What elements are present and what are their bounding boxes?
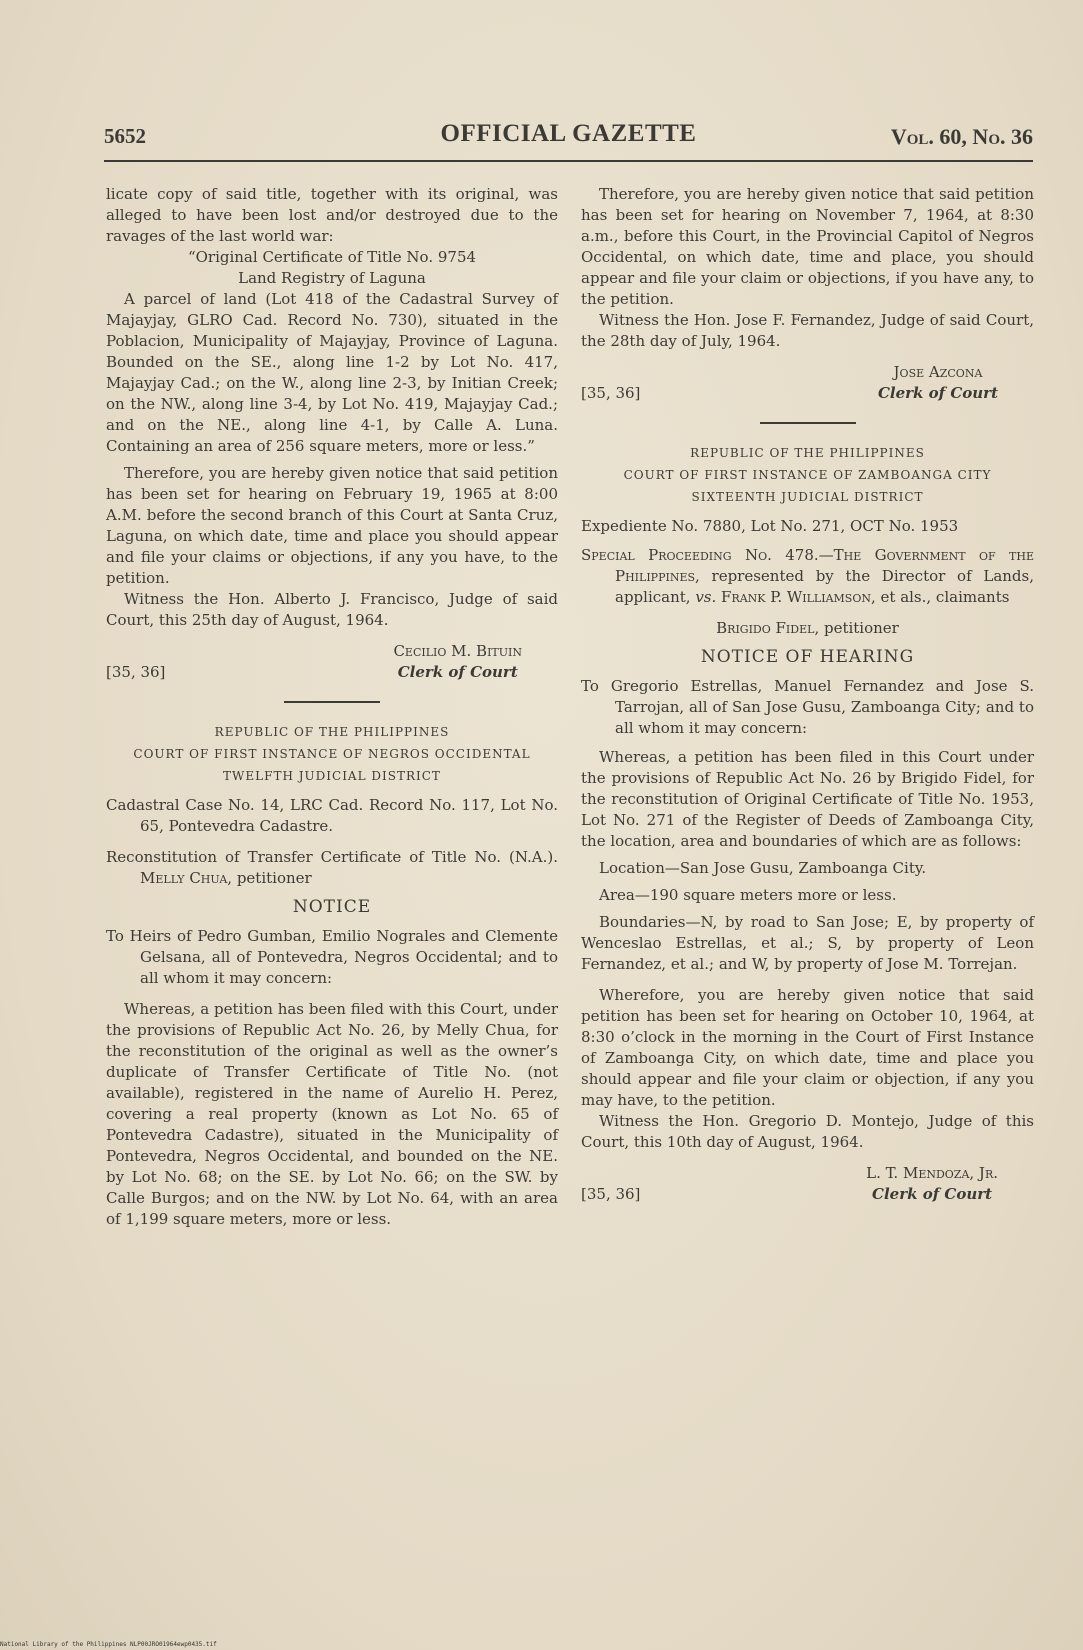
page-header <box>104 120 1033 158</box>
issue-reference: [35, 36] <box>581 384 641 402</box>
signature-block <box>581 362 1034 404</box>
expediente-line: Expediente No. 7880, Lot No. 271, OCT No. 1953 <box>581 517 959 535</box>
signatory <box>393 641 558 683</box>
petitioner-line <box>581 618 1034 639</box>
special-proceeding <box>581 545 1034 608</box>
proceeding-text: , represented by the Director of Lands, applicant, <box>615 567 1034 606</box>
issue-reference: [35, 36] <box>106 663 166 681</box>
section-divider <box>284 701 380 703</box>
paragraph: Wherefore, you are hereby given notice that said petition has been set for hearing on October 10, 1964, at 8:30 o’clock in the morning in the Court of First Instance of Zamboanga City, on which date, time and place you should appear and file your claim or objection, if any you may have, to the petition. <box>581 986 1034 1109</box>
case-reference: Cadastral Case No. 14, LRC Cad. Record No. 117, Lot No. 65, Pontevedra Cadastre. <box>106 796 558 835</box>
petitioner-role: , petitioner <box>814 619 899 637</box>
court-heading: REPUBLIC OF THE PHILIPPINES <box>690 446 925 460</box>
court-heading: TWELFTH JUDICIAL DISTRICT <box>223 769 441 783</box>
proceeding-text-end: , et als., claimants <box>870 588 1010 606</box>
scan-footer: National Library of the Philippines NLP00JRO01964ewp0435.tif <box>0 1641 217 1648</box>
signatory-title: Clerk of Court <box>872 1185 993 1203</box>
court-heading: SIXTEENTH JUDICIAL DISTRICT <box>691 490 924 504</box>
paragraph: Whereas, a petition has been filed in this Court under the provisions of Republic Act No. 26 by Brigido Fidel, for the reconstitution of Original Certificate of Title No. 1953, Lot No. 271 of the Register of Deeds of Zamboanga City, the location, area and boundaries of which are as follows: <box>581 748 1034 850</box>
court-heading: REPUBLIC OF THE PHILIPPINES <box>214 725 450 739</box>
claimant-name: Frank P. Williamson <box>716 588 871 606</box>
certificate-title: “Original Certificate of Title No. 9754 <box>187 248 477 266</box>
signatory <box>866 1163 1034 1205</box>
boundaries-line: Boundaries—N, by road to San Jose; E, by property of Wenceslao Estrellas, et al.; S, by property of Leon Fernandez, et al.; and W, by property of Jose M. Torrejan. <box>581 913 1034 973</box>
signatory-title: Clerk of Court <box>397 663 518 681</box>
signatory <box>878 362 1034 404</box>
notice-heading: NOTICE OF HEARING <box>700 647 915 667</box>
paragraph: licate copy of said title, together with its original, was alleged to have been lost and/or destroyed due to the ravages of the last world war: <box>106 185 558 245</box>
court-heading: COURT OF FIRST INSTANCE OF NEGROS OCCIDENTAL <box>133 747 531 761</box>
right-column <box>581 184 1034 1205</box>
signatory-name: Cecilio M. Bituin <box>393 642 522 660</box>
petitioner-name: Brigido Fidel <box>716 619 815 637</box>
publication-title: OFFICIAL GAZETTE <box>440 120 697 147</box>
paragraph: Therefore, you are hereby given notice that said petition has been set for hearing on November 7, 1964, at 8:30 a.m., before this Court, in the Provincial Capitol of Negros Occidental, on which date, time and place, you should appear and file your claim or objections, if you have any, to the petition. <box>581 185 1034 308</box>
left-column <box>106 184 558 1230</box>
applicant-name: The Government of the Philippines <box>615 546 1035 585</box>
court-heading: COURT OF FIRST INSTANCE OF ZAMBOANGA CITY <box>623 468 992 482</box>
notice-addressees: To Heirs of Pedro Gumban, Emilio Nograles and Clemente Gelsana, all of Pontevedra, Negros Occidental; and to all whom it may concern: <box>106 927 558 987</box>
signatory-title: Clerk of Court <box>877 384 998 402</box>
header-rule <box>104 160 1033 162</box>
reconstitution-text: Reconstitution of Transfer Certificate of Title No. (N.A.). <box>106 848 558 866</box>
area-line: Area—190 square meters more or less. <box>599 886 897 904</box>
signatory-name: Jose Azcona <box>893 363 983 381</box>
paragraph: Witness the Hon. Gregorio D. Montejo, Judge of this Court, this 10th day of August, 1964. <box>581 1112 1034 1151</box>
reconstitution-line <box>106 847 558 889</box>
proceeding-number: Special Proceeding No. 478.— <box>581 546 834 564</box>
paragraph: Witness the Hon. Alberto J. Francisco, Judge of said Court, this 25th day of August, 1964. <box>106 590 558 629</box>
land-registry: Land Registry of Laguna <box>238 269 426 287</box>
page-number: 5652 <box>104 124 146 148</box>
signatory-name: L. T. Mendoza, Jr. <box>866 1164 998 1182</box>
paragraph: Whereas, a petition has been filed with this Court, under the provisions of Republic Act No. 26, by Melly Chua, for the reconstitution of the original as well as the owner’s duplicate of Transfer Certificate of Title No. (not available), registered in the name of Aurelio H. Perez, covering a real property (known as Lot No. 65 of Pontevedra Cadastre), situated in the Municipality of Pontevedra, Negros Occidental, and bounded on the NE. by Lot No. 68; on the SE. by Lot No. 66; on the SW. by Calle Burgos; and on the NW. by Lot No. 64, with an area of 1,199 square meters, more or less. <box>106 1000 558 1228</box>
notice-addressees: To Gregorio Estrellas, Manuel Fernandez and Jose S. Tarrojan, all of San Jose Gusu, Zamboanga City; and to all whom it may concern: <box>581 677 1034 737</box>
section-divider <box>760 422 856 424</box>
paragraph: A parcel of land (Lot 418 of the Cadastral Survey of Majayjay, GLRO Cad. Record No. 730), situated in the Poblacion, Municipality of Majayjay, Province of Laguna. Bounded on the SE., along line 1-2 by Lot No. 417, Majayjay Cad.; on the W., along line 2-3, by Initian Creek; on the NW., along line 3-4, by Lot No. 419, Majayjay Cad.; and on the NE., along line 4-1, by Calle A. Luna. Containing an area of 256 square meters, more or less.” <box>106 290 558 455</box>
location-line: Location—San Jose Gusu, Zamboanga City. <box>599 859 927 877</box>
paragraph: Witness the Hon. Jose F. Fernandez, Judge of said Court, the 28th day of July, 1964. <box>581 311 1034 350</box>
signature-block <box>581 1163 1034 1205</box>
versus: vs. <box>695 588 717 606</box>
issue-reference: [35, 36] <box>581 1185 641 1203</box>
signature-block <box>106 641 558 683</box>
volume-label: Vol. 60, No. 36 <box>890 124 1033 149</box>
notice-heading: NOTICE <box>292 897 372 917</box>
petitioner-name: Melly Chua <box>140 869 228 887</box>
petitioner-role: , petitioner <box>227 869 312 887</box>
paragraph: Therefore, you are hereby given notice that said petition has been set for hearing on February 19, 1965 at 8:00 A.M. before the second branch of this Court at Santa Cruz, Laguna, on which date, time and place you should appear and file your claims or objections, if any you have, to the petition. <box>106 464 558 587</box>
